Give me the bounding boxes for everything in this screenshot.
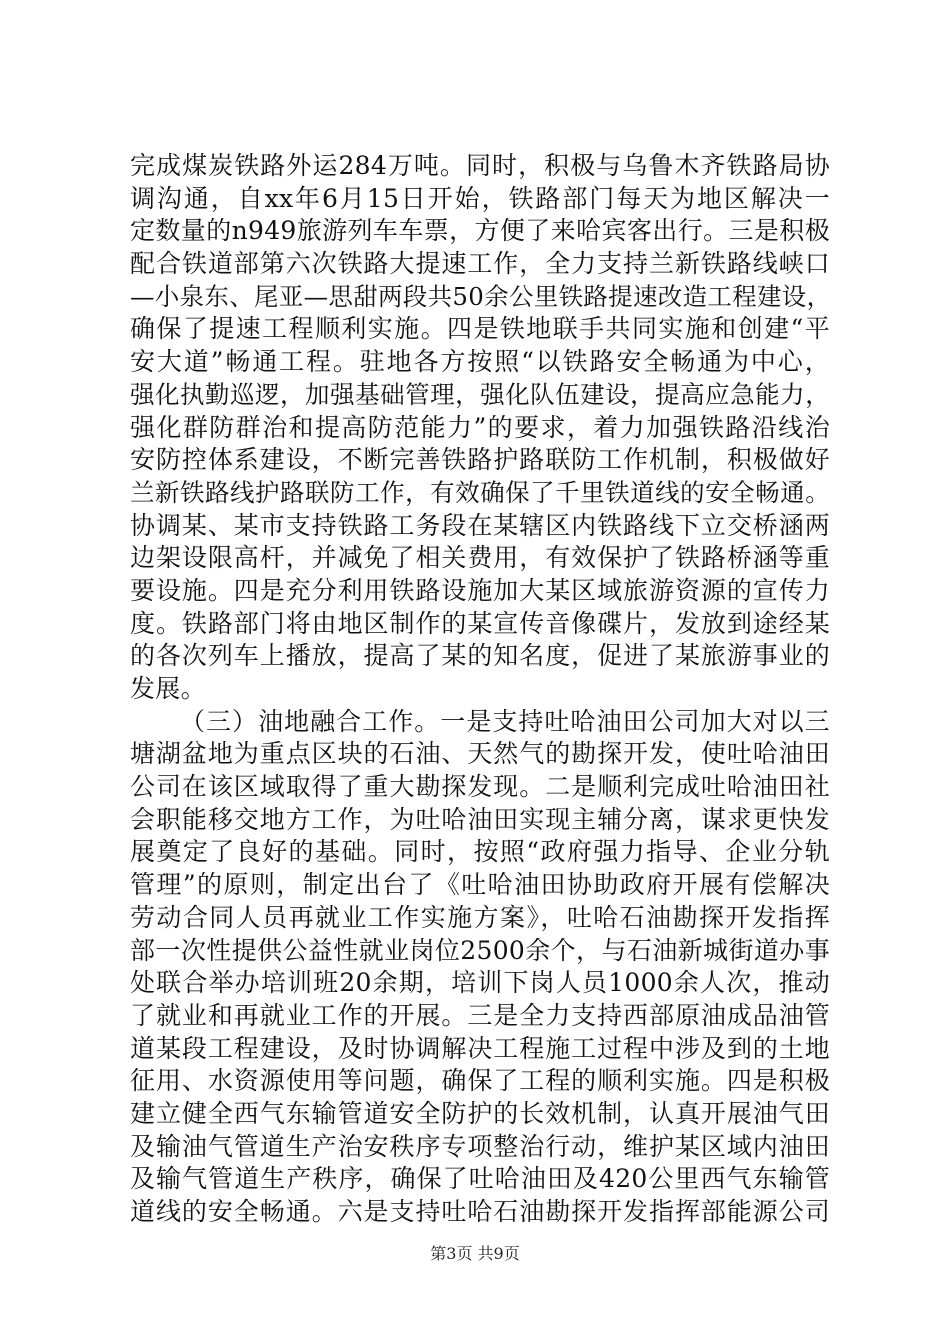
text-line: 完成煤炭铁路外运284万吨。同时，积极与乌鲁木齐铁路局协 <box>130 151 830 180</box>
section-heading-line: （三）油地融合工作。一是支持吐哈油田公司加大对以三 <box>180 706 830 736</box>
text-line: 公司在该区域取得了重大勘探发现。二是顺利完成吐哈油田社 <box>130 772 830 802</box>
text-line: 安大道”畅通工程。驻地各方按照“以铁路安全畅通为中心， <box>130 347 830 377</box>
text-line: 管理”的原则，制定出台了《吐哈油田协助政府开展有偿解决 <box>130 870 830 900</box>
text-line: 展奠定了良好的基础。同时，按照“政府强力指导、企业分轨 <box>130 837 830 867</box>
text-line: 劳动合同人员再就业工作实施方案》，吐哈石油勘探开发指挥 <box>130 902 830 932</box>
text-line: 及输气管道生产秩序，确保了吐哈油田及420公里西气东输管 <box>130 1164 830 1194</box>
text-line: 了就业和再就业工作的开展。三是全力支持西部原油成品油管 <box>130 1000 830 1030</box>
text-line: 及输油气管道生产治安秩序专项整治行动，维护某区域内油田 <box>130 1131 830 1161</box>
text-line: 道线的安全畅通。六是支持吐哈石油勘探开发指挥部能源公司 <box>130 1197 830 1226</box>
text-line: 兰新铁路线护路联防工作，有效确保了千里铁道线的安全畅通。 <box>130 477 830 507</box>
text-line: 确保了提速工程顺利实施。四是铁地联手共同实施和创建“平 <box>130 314 830 344</box>
text-line: 部一次性提供公益性就业岗位2500余个，与石油新城街道办事 <box>130 935 830 965</box>
body-text <box>130 150 830 1229</box>
text-line: 强化执勤巡逻，加强基础管理，强化队伍建设，提高应急能力， <box>130 379 830 409</box>
text-line: 道某段工程建设，及时协调解决工程施工过程中涉及到的土地 <box>130 1033 830 1063</box>
text-line: 征用、水资源使用等问题，确保了工程的顺利实施。四是积极 <box>130 1066 830 1096</box>
text-line: 安防控体系建设，不断完善铁路护路联防工作机制，积极做好 <box>130 445 830 475</box>
text-line: 度。铁路部门将由地区制作的某宣传音像碟片，发放到途经某 <box>130 608 830 638</box>
text-line: 要设施。四是充分利用铁路设施加大某区域旅游资源的宣传力 <box>130 575 830 605</box>
text-line: 塘湖盆地为重点区块的石油、天然气的勘探开发，使吐哈油田 <box>130 739 830 769</box>
text-line: 定数量的n949旅游列车车票，方便了来哈宾客出行。三是积极 <box>130 216 830 246</box>
text-line: 发展。 <box>130 674 206 703</box>
page-number-footer: 第3页 共9页 <box>430 1244 520 1263</box>
text-line: 边架设限高杆，并减免了相关费用，有效保护了铁路桥涵等重 <box>130 543 830 573</box>
text-line: —小泉东、尾亚—思甜两段共50余公里铁路提速改造工程建设， <box>130 281 832 311</box>
text-line: 强化群防群治和提高防范能力”的要求，着力加强铁路沿线治 <box>130 412 830 442</box>
text-line: 建立健全西气东输管道安全防护的长效机制，认真开展油气田 <box>130 1098 830 1128</box>
text-line: 处联合举办培训班20余期，培训下岗人员1000余人次，推动 <box>130 968 830 998</box>
text-line: 协调某、某市支持铁路工务段在某辖区内铁路线下立交桥涵两 <box>130 510 830 540</box>
text-line: 的各次列车上播放，提高了某的知名度，促进了某旅游事业的 <box>130 641 830 671</box>
text-line: 调沟通，自xx年6月15日开始，铁路部门每天为地区解决一 <box>130 183 830 213</box>
text-line: 会职能移交地方工作，为吐哈油田实现主辅分离，谋求更快发 <box>130 804 830 834</box>
text-line: 配合铁道部第六次铁路大提速工作，全力支持兰新铁路线峡口 <box>130 249 830 279</box>
